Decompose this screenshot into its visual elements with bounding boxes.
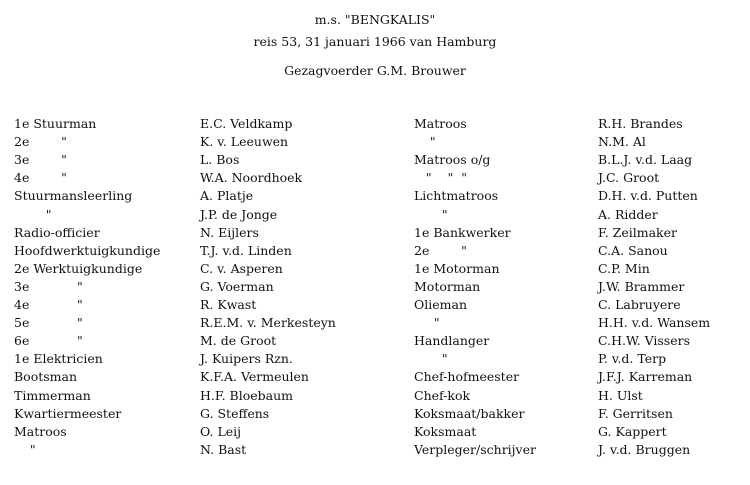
name-left: W.A. Noordhoek xyxy=(200,170,303,186)
rank-right: Lichtmatroos xyxy=(414,188,499,204)
voyage-line: reis 53, 31 januari 1966 van Hamburg xyxy=(253,34,497,49)
name-left: G. Steffens xyxy=(200,405,270,421)
name-left: N. Bast xyxy=(200,441,247,457)
captain-line: Gezagvoerder G.M. Brouwer xyxy=(284,63,466,78)
crew-row xyxy=(0,225,750,243)
rank-left: 2e Werktuigkundige xyxy=(14,260,143,276)
rank-left: Hoofdwerktuigkundige xyxy=(14,242,161,258)
rank-right: Koksmaat xyxy=(414,423,477,439)
rank-right: Handlanger xyxy=(414,333,490,349)
rank-right: 1e Motorman xyxy=(414,260,500,276)
rank-right: " xyxy=(414,134,436,150)
name-left: J.P. de Jonge xyxy=(200,206,278,222)
crew-row xyxy=(0,442,750,460)
name-left: R.E.M. v. Merkesteyn xyxy=(200,315,336,331)
rank-right: Koksmaat/bakker xyxy=(414,405,525,421)
rank-right: " " " xyxy=(414,170,468,186)
crew-row xyxy=(0,351,750,369)
rank-left: 5e " xyxy=(14,315,83,331)
rank-left: Matroos xyxy=(14,423,67,439)
name-right: J.F.J. Karreman xyxy=(598,369,693,385)
rank-left: 2e " xyxy=(14,134,67,150)
rank-right: 1e Bankwerker xyxy=(414,224,511,240)
crew-row xyxy=(0,297,750,315)
name-left: M. de Groot xyxy=(200,333,277,349)
crew-row xyxy=(0,261,750,279)
crew-row xyxy=(0,188,750,206)
name-right: J.W. Brammer xyxy=(598,278,685,294)
crew-row xyxy=(0,424,750,442)
name-right: F. Zeilmaker xyxy=(598,224,678,240)
name-right: F. Gerritsen xyxy=(598,405,673,421)
crew-row xyxy=(0,170,750,188)
name-left: O. Leij xyxy=(200,423,242,439)
rank-left: Bootsman xyxy=(14,369,78,385)
rank-left: Stuurmansleerling xyxy=(14,188,133,204)
rank-left: " xyxy=(14,206,52,222)
name-right: P. v.d. Terp xyxy=(598,351,667,367)
ship-name: m.s. "BENGKALIS" xyxy=(314,12,436,27)
rank-left: 4e " xyxy=(14,297,83,312)
name-left: N. Eijlers xyxy=(200,224,259,240)
crew-row xyxy=(0,243,750,261)
name-right: C.P. Min xyxy=(598,260,650,276)
rank-right: Olieman xyxy=(414,297,467,312)
crew-row xyxy=(0,134,750,152)
name-left: J. Kuipers Rzn. xyxy=(200,351,293,367)
rank-right: Matroos xyxy=(414,116,467,131)
name-right: G. Kappert xyxy=(598,423,667,439)
crew-row xyxy=(0,116,750,134)
rank-right: Chef-hofmeester xyxy=(414,369,520,385)
name-left: T.J. v.d. Linden xyxy=(200,242,292,258)
rank-right: Verpleger/schrijver xyxy=(414,441,536,457)
rank-right: Chef-kok xyxy=(414,387,471,403)
name-left: E.C. Veldkamp xyxy=(200,116,293,131)
crew-row xyxy=(0,388,750,406)
name-right: H.H. v.d. Wansem xyxy=(598,315,711,331)
rank-left: " xyxy=(14,441,36,457)
rank-right: 2e " xyxy=(414,242,467,258)
rank-left: 6e " xyxy=(14,333,83,349)
crew-row xyxy=(0,152,750,170)
rank-left: Kwartiermeester xyxy=(14,405,122,421)
name-right: C.H.W. Vissers xyxy=(598,333,690,349)
crew-row xyxy=(0,369,750,387)
name-right: B.L.J. v.d. Laag xyxy=(598,152,693,168)
rank-right: " xyxy=(414,315,440,331)
name-left: R. Kwast xyxy=(200,297,257,312)
rank-left: 1e Stuurman xyxy=(14,116,97,131)
name-left: K.F.A. Vermeulen xyxy=(200,369,309,385)
name-left: G. Voerman xyxy=(200,278,274,294)
rank-left: 3e " xyxy=(14,278,83,294)
name-right: J. v.d. Bruggen xyxy=(598,441,691,457)
name-right: R.H. Brandes xyxy=(598,116,683,131)
crew-row xyxy=(0,207,750,225)
name-right: D.H. v.d. Putten xyxy=(598,188,698,204)
name-left: K. v. Leeuwen xyxy=(200,134,289,150)
crew-row xyxy=(0,279,750,297)
crew-row xyxy=(0,333,750,351)
rank-right: " xyxy=(414,206,448,222)
rank-left: 4e " xyxy=(14,170,67,186)
rank-left: 3e " xyxy=(14,152,67,168)
name-left: L. Bos xyxy=(200,152,240,168)
name-right: J.C. Groot xyxy=(598,170,660,186)
name-left: A. Platje xyxy=(200,188,254,204)
name-left: C. v. Asperen xyxy=(200,260,283,276)
name-right: C. Labruyere xyxy=(598,297,681,312)
name-right: C.A. Sanou xyxy=(598,242,668,258)
name-left: H.F. Bloebaum xyxy=(200,387,294,403)
rank-right: " xyxy=(414,351,448,367)
rank-left: 1e Elektricien xyxy=(14,351,103,367)
name-right: N.M. Al xyxy=(598,134,646,150)
rank-right: Motorman xyxy=(414,278,481,294)
crew-row xyxy=(0,315,750,333)
crew-row xyxy=(0,406,750,424)
name-right: H. Ulst xyxy=(598,387,643,403)
rank-right: Matroos o/g xyxy=(414,152,491,168)
name-right: A. Ridder xyxy=(598,206,658,222)
rank-left: Timmerman xyxy=(14,387,91,403)
rank-left: Radio-officier xyxy=(14,224,100,240)
